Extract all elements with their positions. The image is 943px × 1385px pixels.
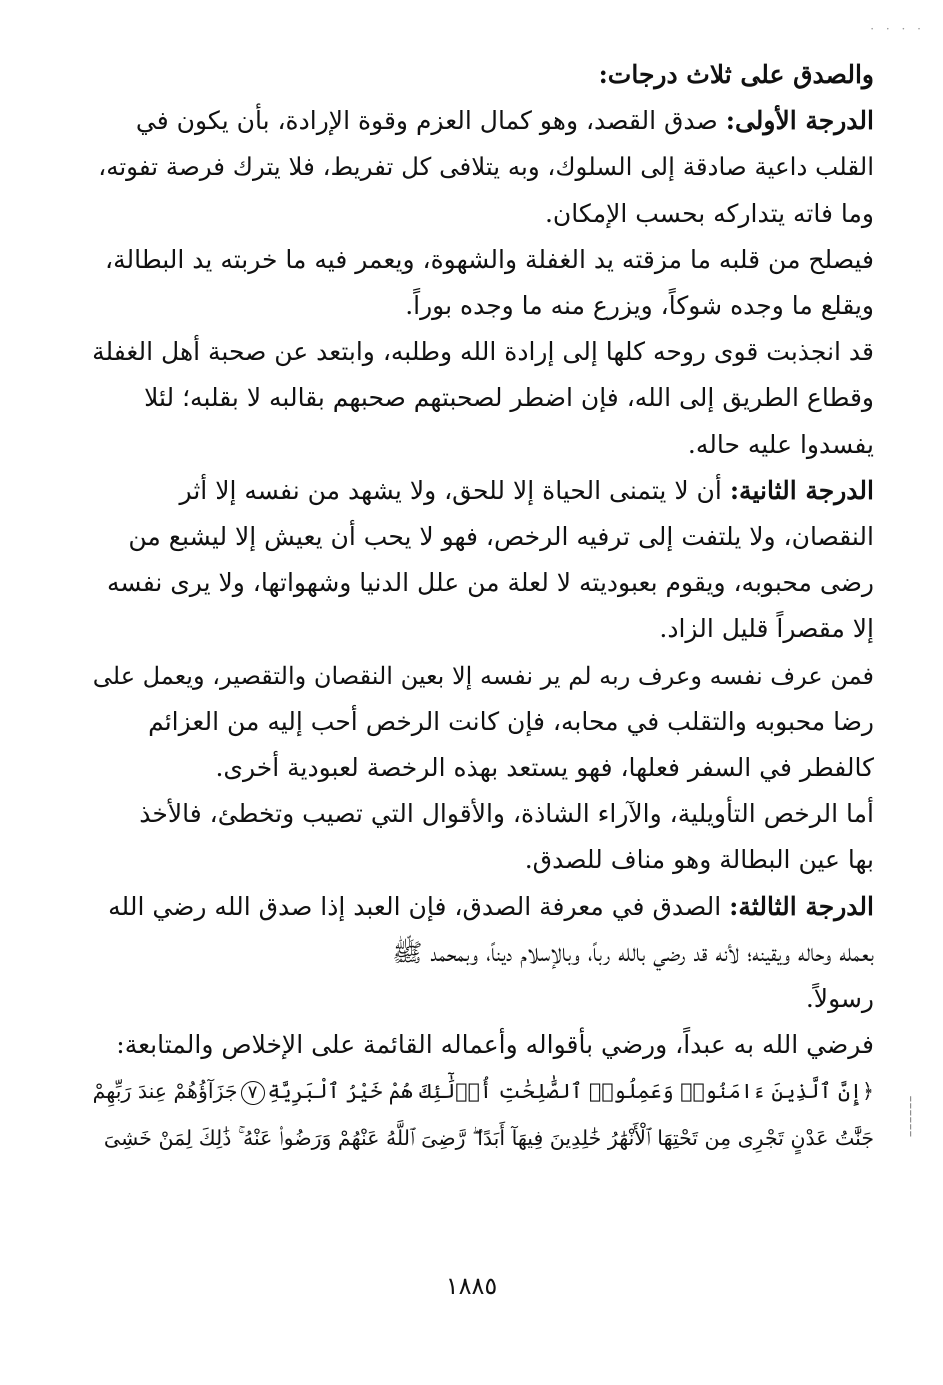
paragraph-7-line-3: رسولاً. (805, 984, 874, 1014)
paragraph-1-line-2: القلب داعية صادقة إلى السلوك، وبه يتلافى كل تفريط، فلا يترك فرصة تفوته، (98, 152, 874, 182)
degree-three-label: الدرجة الثالثة: (729, 891, 874, 921)
paragraph-4-line-3: رضى محبوبه، ويقوم بعبوديته لا لعلة من علل الدنيا وشهواتها، ولا يرى نفسه (106, 568, 874, 598)
paragraph-7-line-2: بعمله وحاله ويقينه؛ لأنه قد رضي بالله رباً، وبالإسلام ديناً، وبمحمد ﷺ (392, 937, 874, 967)
quran-verse-line-2: جَنَّٰتُ عَدْنٍ تَجْرِى مِن تَحْتِهَا ٱلْأَنْهَٰرُ خَٰلِدِينَ فِيهَآ أَبَدًا ۖ رَّضِىَ ٱللَّهُ عَنْهُمْ وَرَضُوا۟ عَنْهُ ۚ ذَٰلِكَ لِمَنْ خَشِىَ (103, 1125, 874, 1150)
document-page (92, 52, 874, 1332)
paragraph-6-line-2: بها عين البطالة وهو مناف للصدق. (524, 845, 874, 875)
paragraph-8-line-1: فرضي الله به عبداً، ورضي بأقواله وأعماله القائمة على الإخلاص والمتابعة: (116, 1030, 874, 1060)
quran-text: ﴿إِنَّ ٱلَّذِينَ ءَامَنُوا۟ وَعَمِلُوا۟ ٱلصَّٰلِحَٰتِ أُو۟لَٰٓئِكَ هُمْ خَيْرُ ٱلْبَرِيَّةِ (267, 1079, 874, 1104)
paragraph-4-line-4: إلا مقصراً قليل الزاد. (659, 614, 874, 644)
ayah-number-marker: ٧ (241, 1081, 265, 1105)
degree-one-label: الدرجة الأولى: (725, 106, 874, 136)
paragraph-2-line-2: ويقلع ما وجده شوكاً، ويزرع منه ما وجده بوراً. (405, 291, 874, 321)
margin-mark: ¦ ¦ ¦ (908, 1094, 913, 1138)
paragraph-text: الصدق في معرفة الصدق، فإن العبد إذا صدق الله رضي الله (108, 891, 722, 921)
paragraph-5-line-1: فمن عرف نفسه وعرف ربه لم ير نفسه إلا بعين النقصان والتقصير، ويعمل على (92, 661, 874, 690)
paragraph-text: صدق القصد، وهو كمال العزم وقوة الإرادة، بأن يكون في (135, 106, 718, 136)
degree-two-label: الدرجة الثانية: (729, 475, 874, 505)
paragraph-4-line-1 (92, 468, 874, 514)
paragraph-2-line-1: فيصلح من قلبه ما مزقته يد الغفلة والشهوة، ويعمر فيه ما خربته يد البطالة، (105, 244, 874, 274)
quran-text: جَزَآؤُهُمْ عِندَ رَبِّهِمْ (92, 1079, 238, 1104)
paragraph-6-line-1: أما الرخص التأويلية، والآراء الشاذة، والأقوال التي تصيب وتخطئ، فالأخذ (139, 799, 874, 829)
paragraph-5-line-2: رضا محبوبه والتقلب في محابه، فإن كانت الرخص أحب إليه من العزائم (148, 706, 874, 736)
paragraph-7-line-1 (92, 884, 874, 930)
paragraph-4-line-2: النقصان، ولا يلتفت إلى ترفيه الرخص، فهو لا يحب أن يعيش إلا ليشبع من (128, 522, 874, 552)
quran-verse-line-1 (92, 1068, 874, 1114)
paragraph-1-line-1 (92, 98, 874, 144)
page-number: ١٨٨٥ (445, 1272, 498, 1300)
paragraph-text: أن لا يتمنى الحياة إلا للحق، ولا يشهد من نفسه إلا أثر (179, 475, 722, 505)
paragraph-1-line-3: وما فاته يتداركه بحسب الإمكان. (544, 198, 874, 228)
paragraph-5-line-3: كالفطر في السفر فعلها، فهو يستعد بهذه الرخصة لعبودية أخرى. (215, 753, 874, 783)
paragraph-3-line-3: يفسدوا عليه حاله. (687, 429, 874, 459)
paragraph-3-line-1: قد انجذبت قوى روحه كلها إلى إرادة الله وطلبه، وابتعد عن صحبة أهل الغفلة (92, 337, 874, 367)
corner-dots: · · · · (870, 22, 925, 36)
paragraph-3-line-2: وقطاع الطريق إلى الله، فإن اضطر لصحبتهم صحبهم بقالبه لا بقلبه؛ لئلا (144, 383, 874, 413)
section-heading: والصدق على ثلاث درجات: (598, 60, 874, 89)
